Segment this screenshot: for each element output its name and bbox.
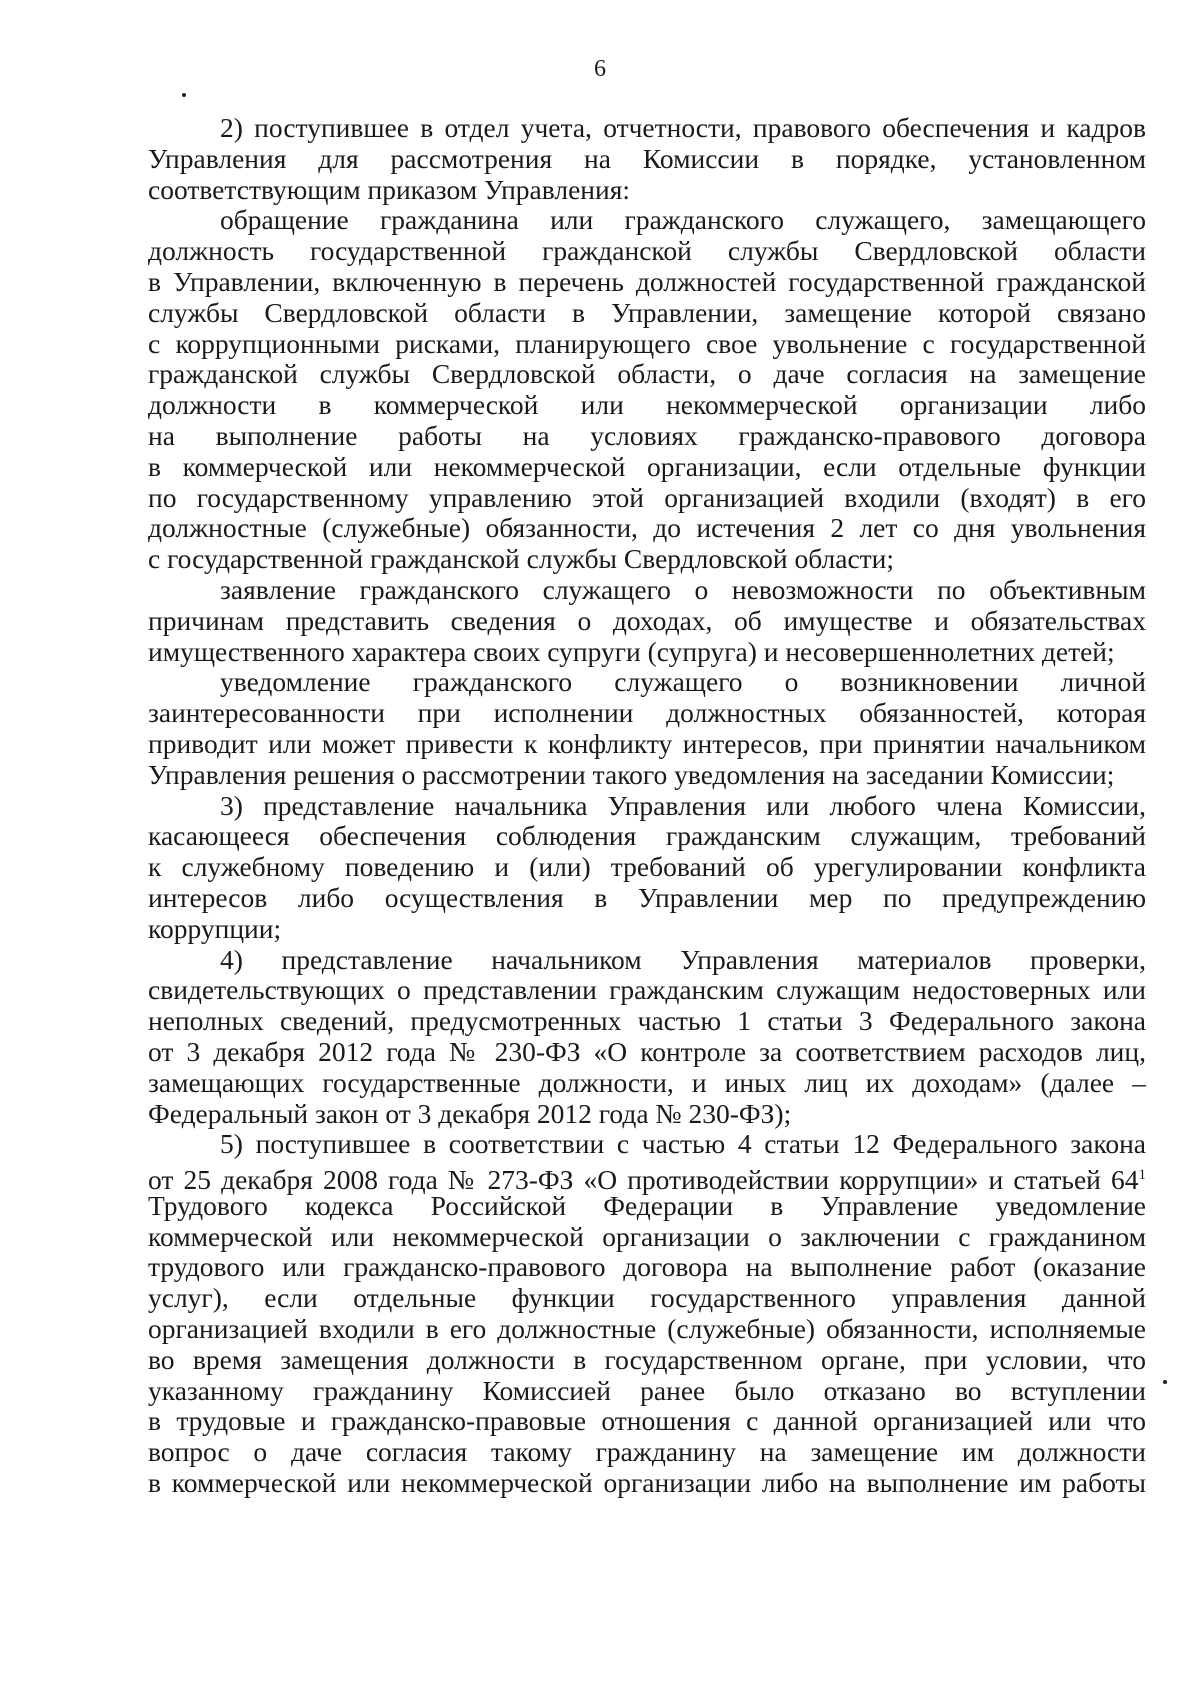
text-line [148, 1191, 1146, 1222]
text-line [148, 1314, 1146, 1345]
text-line-content: от 3 декабря 2012 года № 230-ФЗ «О контроле за соответствием расходов лиц, [148, 1035, 1146, 1067]
text-line [148, 113, 1146, 144]
text-line [148, 267, 1146, 298]
text-line [148, 791, 1146, 822]
text-line-content: коррупции; [148, 912, 282, 944]
text-line [148, 1222, 1146, 1253]
text-line [148, 544, 1146, 575]
text-line-content: в коммерческой или некоммерческой организации либо на выполнение им работы [148, 1467, 1146, 1499]
text-line-content: Управления решения о рассмотрении такого уведомления на заседании Комиссии; [148, 758, 1115, 790]
text-line [148, 729, 1146, 760]
text-line-content: указанному гражданину Комиссией ранее было отказано во вступлении [148, 1374, 1146, 1406]
text-line-content: во время замещения должности в государственном органе, при условии, что [148, 1343, 1146, 1375]
text-line-content: в Управлении, включенную в перечень должностей государственной гражданской [148, 265, 1146, 297]
text-line-content: свидетельствующих о представлении гражданским служащим недостоверных или [148, 974, 1146, 1006]
text-line [148, 760, 1146, 791]
text-line [148, 175, 1146, 206]
text-line-content: от 25 декабря 2008 года № 273-ФЗ «О противодействии коррупции» и статьей 64 [148, 1164, 1139, 1196]
text-line [148, 205, 1146, 236]
text-line-content: должность государственной гражданской службы Свердловской области [148, 235, 1146, 267]
text-line [148, 914, 1146, 945]
text-line-content: заинтересованности при исполнении должностных обязанностей, которая [148, 697, 1146, 729]
text-line [148, 1129, 1146, 1160]
text-line-content: 3) представление начальника Управления или любого члена Комиссии, [220, 789, 1146, 821]
text-line-content: уведомление гражданского служащего о возникновении личной [220, 666, 1146, 698]
text-line [148, 667, 1146, 698]
text-line [148, 1437, 1146, 1468]
text-line [148, 698, 1146, 729]
text-line-content: услуг), если отдельные функции государственного управления данной [148, 1282, 1146, 1314]
text-line-content: с государственной гражданской службы Свердловской области; [148, 543, 895, 575]
text-line [148, 1345, 1146, 1376]
text-line [148, 1252, 1146, 1283]
text-line-content: обращение гражданина или гражданского служащего, замещающего [220, 204, 1146, 236]
text-line [148, 298, 1146, 329]
text-line [148, 359, 1146, 390]
text-line [148, 821, 1146, 852]
text-line-content: с коррупционными рисками, планирующего свое увольнение с государственной [148, 327, 1146, 359]
text-line [148, 1468, 1146, 1499]
text-line [148, 1406, 1146, 1437]
text-line [148, 852, 1146, 883]
text-line-content: причинам представить сведения о доходах, об имуществе и обязательствах [148, 604, 1146, 636]
text-line-content: коммерческой или некоммерческой организации о заключении с гражданином [148, 1220, 1146, 1252]
text-line [148, 390, 1146, 421]
scan-speck [1163, 1380, 1167, 1384]
text-line-content: неполных сведений, предусмотренных частью 1 статьи 3 Федерального закона [148, 1005, 1146, 1037]
text-line-content: Федеральный закон от 3 декабря 2012 года № 230-ФЗ); [148, 1097, 792, 1129]
text-line [148, 452, 1146, 483]
text-line [148, 975, 1146, 1006]
text-line-content: трудового или гражданско-правового договора на выполнение работ (оказание [148, 1251, 1146, 1283]
text-line [148, 575, 1146, 606]
text-line [148, 637, 1146, 668]
text-line [148, 483, 1146, 514]
text-line-content: 5) поступившее в соответствии с частью 4 статьи 12 Федерального закона [220, 1128, 1146, 1160]
text-line [148, 1283, 1146, 1314]
text-line [148, 236, 1146, 267]
text-line [148, 421, 1146, 452]
text-line-content: службы Свердловской области в Управлении, замещение которой связано [148, 296, 1146, 328]
text-line [148, 1160, 1146, 1196]
text-line-content: Управления для рассмотрения на Комиссии в порядке, установленном [148, 142, 1146, 174]
text-line-content: на выполнение работы на условиях гражданско-правового договора [148, 419, 1146, 451]
text-line [148, 1006, 1146, 1037]
text-line-content: имущественного характера своих супруги (супруга) и несовершеннолетних детей; [148, 635, 1115, 667]
scan-speck [182, 93, 186, 97]
text-line-content: 4) представление начальником Управления материалов проверки, [220, 943, 1146, 975]
text-line-content: заявление гражданского служащего о невозможности по объективным [220, 573, 1146, 605]
text-line-content: соответствующим приказом Управления: [148, 173, 631, 205]
text-line-content: Трудового кодекса Российской Федерации в Управление уведомление [148, 1189, 1146, 1221]
text-line [148, 329, 1146, 360]
text-line [148, 883, 1146, 914]
text-line-content: к служебному поведению и (или) требований об урегулировании конфликта [148, 851, 1146, 883]
text-line [148, 1099, 1146, 1130]
text-line [148, 945, 1146, 976]
text-line-content: касающееся обеспечения соблюдения гражданским служащим, требований [148, 820, 1146, 852]
text-line [148, 606, 1146, 637]
text-line-content: по государственному управлению этой организацией входили (входят) в его [148, 481, 1146, 513]
text-line-content: интересов либо осуществления в Управлении мер по предупреждению [148, 881, 1146, 913]
text-line-content: приводит или может привести к конфликту интересов, при принятии начальником [148, 727, 1146, 759]
page-number: 6 [594, 56, 606, 82]
text-line-content: замещающих государственные должности, и иных лиц их доходам» (далее – [148, 1066, 1146, 1098]
text-line-content: должностные (служебные) обязанности, до истечения 2 лет со дня увольнения [148, 512, 1146, 544]
text-line-content: 2) поступившее в отдел учета, отчетности, правового обеспечения и кадров [220, 112, 1146, 143]
text-line-content: в трудовые и гражданско-правовые отношения с данной организацией или что [148, 1405, 1146, 1437]
text-line-content: организацией входили в его должностные (служебные) обязанности, исполняемые [148, 1313, 1146, 1345]
text-line [148, 1376, 1146, 1407]
text-line [148, 144, 1146, 175]
text-line-content: в коммерческой или некоммерческой организации, если отдельные функции [148, 450, 1146, 482]
text-line-content: гражданской службы Свердловской области, о даче согласия на замещение [148, 358, 1146, 390]
body-text [148, 113, 1146, 1499]
text-line-content: вопрос о даче согласия такому гражданину на замещение им должности [148, 1436, 1146, 1468]
superscript: 1 [1138, 1167, 1146, 1184]
text-line [148, 1068, 1146, 1099]
text-line-content: должности в коммерческой или некоммерческой организации либо [148, 389, 1146, 421]
text-line [148, 513, 1146, 544]
text-line [148, 1037, 1146, 1068]
